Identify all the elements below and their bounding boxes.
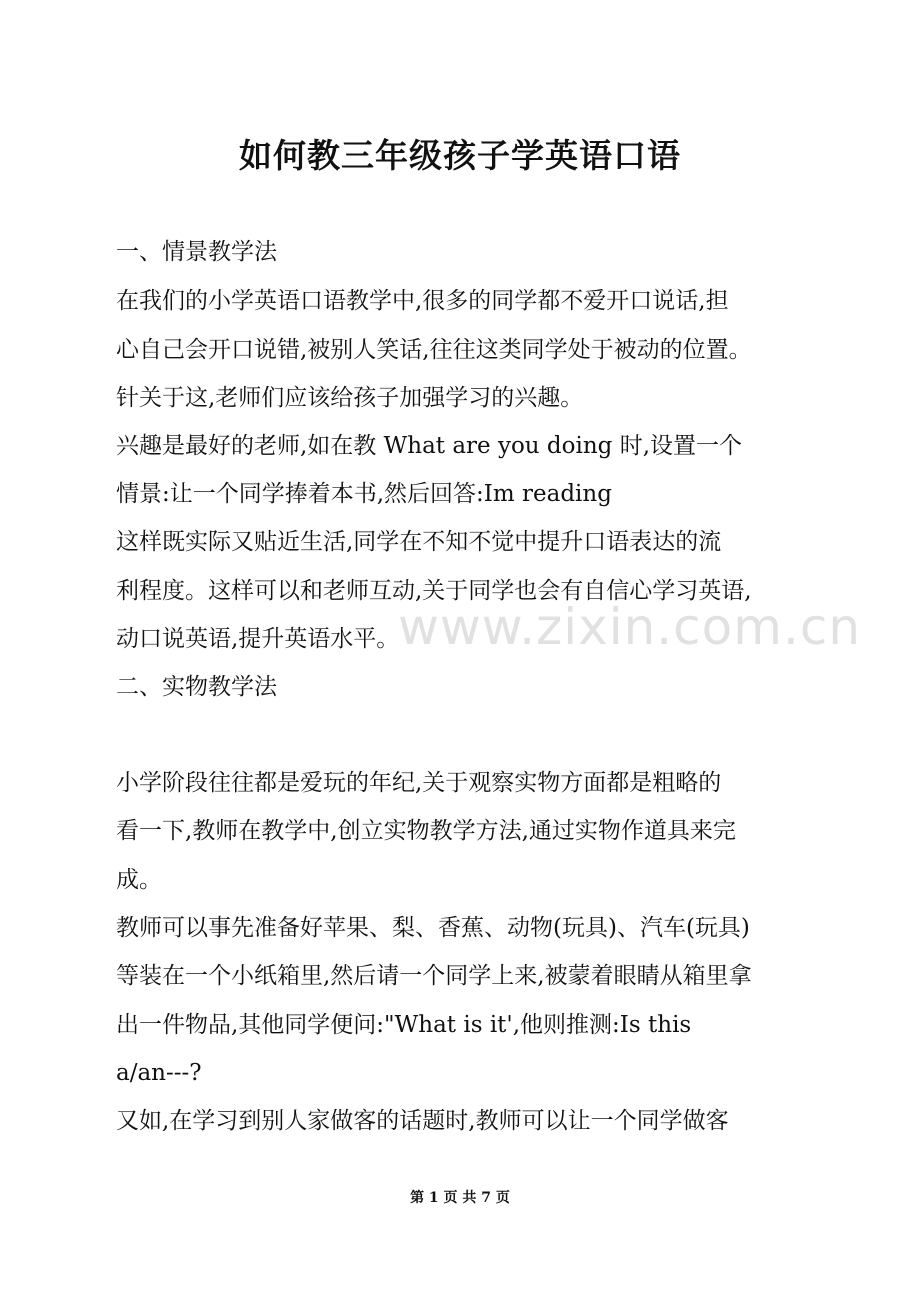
watermark: www.zixin.com.cn bbox=[398, 598, 862, 656]
paragraph-line: a/an---? bbox=[116, 1060, 202, 1086]
document-title: 如何教三年级孩子学英语口语 bbox=[239, 136, 681, 175]
section-heading-2: 二、实物教学法 bbox=[116, 674, 277, 700]
paragraph-line: 在我们的小学英语口语教学中,很多的同学都不爱开口说话,担 bbox=[116, 288, 729, 314]
section-heading-1: 一、情景教学法 bbox=[116, 239, 277, 265]
paragraph-line: 出一件物品,其他同学便问:"What is it',他则推测:Is this bbox=[116, 1012, 692, 1038]
page-footer: 第 1 页 共 7 页 bbox=[410, 1190, 510, 1206]
paragraph-line: 利程度。这样可以和老师互动,关于同学也会有自信心学习英语, bbox=[116, 578, 752, 604]
paragraph-line: 针关于这,老师们应该给孩子加强学习的兴趣。 bbox=[116, 385, 584, 411]
paragraph-line: 这样既实际又贴近生活,同学在不知不觉中提升口语表达的流 bbox=[116, 529, 722, 555]
paragraph-line: 看一下,教师在教学中,创立实物教学方法,通过实物作道具来完 bbox=[116, 818, 736, 844]
paragraph-line: 动口说英语,提升英语水平。 bbox=[116, 626, 400, 652]
paragraph-line: 小学阶段往往都是爱玩的年纪,关于观察实物方面都是粗略的 bbox=[116, 770, 722, 796]
paragraph-line: 又如,在学习到别人家做客的话题时,教师可以让一个同学做客 bbox=[116, 1108, 729, 1134]
paragraph-line: 教师可以事先准备好苹果、梨、香蕉、动物(玩具)、汽车(玩具) bbox=[116, 915, 750, 941]
paragraph-line: 兴趣是最好的老师,如在教 What are you doing 时,设置一个 bbox=[116, 433, 743, 459]
paragraph-line: 等装在一个小纸箱里,然后请一个同学上来,被蒙着眼睛从箱里拿 bbox=[116, 963, 752, 989]
paragraph-line: 成。 bbox=[116, 867, 162, 893]
paragraph-line: 情景:让一个同学捧着本书,然后回答:Im reading bbox=[116, 481, 612, 507]
paragraph-line: 心自己会开口说错,被别人笑话,往往这类同学处于被动的位置。 bbox=[116, 337, 752, 363]
